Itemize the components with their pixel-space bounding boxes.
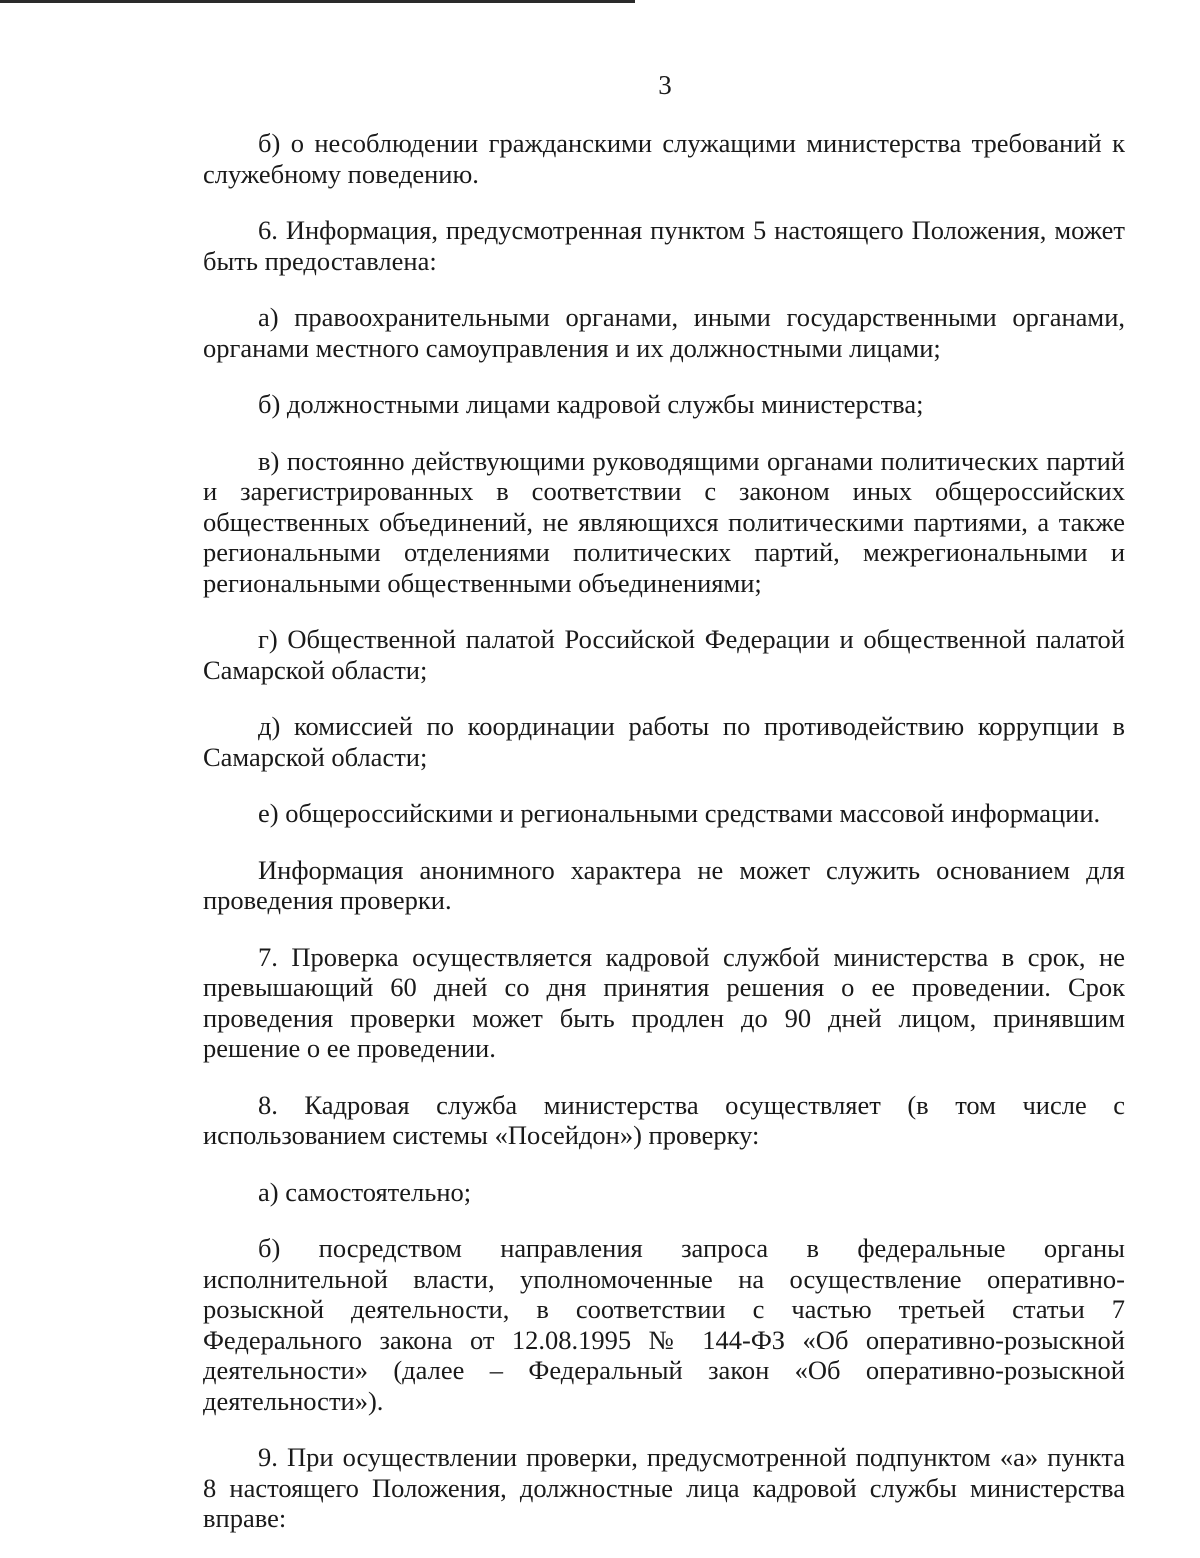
paragraph-5b: б) о несоблюдении гражданскими служащими министерства требований к служебному поведению. <box>203 128 1125 189</box>
paragraph-anonymous-info: Информация анонимного характера не может служить основанием для проведения проверки. <box>203 854 1125 915</box>
paragraph-6b: б) должностными лицами кадровой службы министерства; <box>258 389 924 419</box>
paragraph-8a: а) самостоятельно; <box>258 1176 472 1207</box>
document-body <box>203 128 1125 1558</box>
paragraph-8b: б) посредством направления запроса в федеральные органы исполнительной власти, уполномоченные на осуществление оперативно-розыскной деятельности, в соответствии с частью третьей статьи 7 Федерального закона от 12.08.1995 № 144-ФЗ «Об оперативно-розыскной деятельности» (далее – Федеральный закон «Об оперативно-розыскной деятельности»). <box>203 1233 1125 1416</box>
paragraph-6a: а) правоохранительными органами, иными государственными органами, органами местного самоуправления и их должностными лицами; <box>203 302 1125 363</box>
paragraph-6v: в) постоянно действующими руководящими органами политических партий и зарегистрированных в соответствии с законом иных общероссийских общественных объединений, не являющихся политическими партиями, а также региональными отделениями политических партий, межрегиональными и региональными общественными объединениями; <box>203 445 1125 598</box>
paragraph-6g: г) Общественной палатой Российской Федерации и общественной палатой Самарской области; <box>203 624 1125 685</box>
page-number: 3 <box>658 70 672 100</box>
paragraph-6d: д) комиссией по координации работы по противодействию коррупции в Самарской области; <box>203 711 1125 772</box>
paragraph-9: 9. При осуществлении проверки, предусмотренной подпунктом «а» пункта 8 настоящего Положения, должностные лица кадровой службы министерства вправе: <box>203 1442 1125 1533</box>
paragraph-6: 6. Информация, предусмотренная пунктом 5 настоящего Положения, может быть предоставлена: <box>203 215 1125 276</box>
paragraph-8: 8. Кадровая служба министерства осуществляет (в том числе с использованием системы «Посейдон») проверку: <box>203 1089 1125 1150</box>
top-rule <box>0 0 635 3</box>
paragraph-6e: е) общероссийскими и региональными средствами массовой информации. <box>258 798 1101 828</box>
paragraph-7: 7. Проверка осуществляется кадровой службой министерства в срок, не превышающий 60 дней со дня принятия решения о ее проведении. Срок проведения проверки может быть продлен до 90 дней лицом, принявшим решение о ее проведении. <box>203 941 1125 1063</box>
